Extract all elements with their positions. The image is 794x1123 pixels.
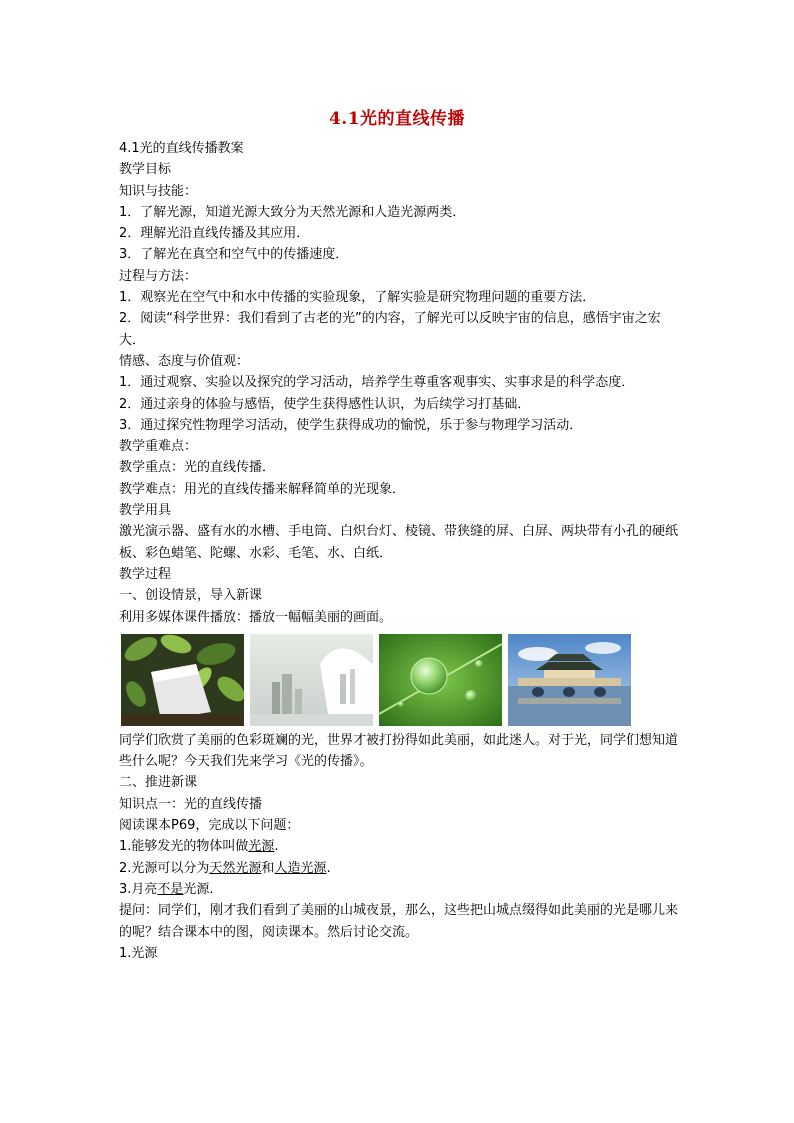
foggy-city-image	[250, 634, 373, 726]
question-text: .	[274, 839, 279, 855]
text-paragraph: 提问：同学们，刚才我们看到了美丽的山城夜景，那么，这些把山城点缀得如此美丽的光是哪儿来的呢？结合课本中的图，阅读课本。然后讨论交流。	[119, 903, 679, 940]
question-line	[119, 858, 679, 879]
underlined-answer: 人造光源	[274, 860, 327, 876]
question-text: .	[326, 860, 331, 876]
text-line: 3．通过探究性物理学习活动，使学生获得成功的愉悦，乐于参与物理学习活动．	[119, 417, 583, 433]
underlined-answer: 光源	[248, 839, 275, 855]
question-text: 2.光源可以分为	[119, 860, 210, 876]
section-heading: 教学重难点：	[119, 439, 198, 455]
text-line: 1．了解光源，知道光源大致分为天然光源和人造光源两类．	[119, 204, 466, 220]
text-paragraph: 激光演示器、盛有水的水槽、手电筒、白炽台灯、棱镜、带狭缝的屏、白屏、两块带有小孔的硬纸板、彩色蜡笔、陀螺、水彩、毛笔、水、白纸．	[119, 524, 679, 561]
text-line: 利用多媒体课件播放：播放一幅幅美丽的画面。	[119, 609, 393, 625]
question-line	[119, 836, 679, 857]
subsection-heading: 情感、态度与价值观：	[119, 353, 250, 369]
section-heading: 教学用具	[119, 503, 172, 519]
question-text: 1.能够发光的物体叫做	[119, 839, 249, 855]
underlined-answer: 不是	[157, 881, 184, 897]
question-text: 和	[261, 860, 275, 876]
leaves-paper-image	[121, 634, 244, 726]
text-line: 4.1光的直线传播教案	[119, 141, 244, 156]
water-drop-leaf-image	[379, 634, 502, 726]
text-line: 1．观察光在空气中和水中传播的实验现象，了解实验是研究物理问题的重要方法．	[119, 290, 596, 306]
question-text: 光源.	[183, 881, 214, 897]
document-body	[119, 138, 679, 964]
text-paragraph: 2．阅读“科学世界：我们看到了古老的光”的内容，了解光可以反映宇宙的信息，感悟宇宙之宏大．	[119, 311, 661, 348]
section-heading: 教学过程	[119, 566, 172, 582]
text-paragraph: 同学们欣赏了美丽的色彩斑斓的光，世界才被打扮得如此美丽，如此迷人。对于光，同学们想知道些什么呢？今天我们先来学习《光的传播》。	[119, 732, 679, 770]
text-line: 2．通过亲身的体验与感悟，使学生获得感性认识，为后续学习打基础．	[119, 396, 531, 412]
subsection-heading: 知识点一：光的直线传播	[119, 796, 263, 812]
section-heading: 教学目标	[119, 162, 172, 178]
text-line: 1.光源	[119, 945, 158, 961]
subsection-heading: 知识与技能：	[119, 183, 198, 199]
text-line: 3．了解光在真空和空气中的传播速度．	[119, 247, 349, 263]
underlined-answer: 天然光源	[209, 860, 262, 876]
page-title: 4.1光的直线传播	[328, 109, 466, 129]
text-line: 教学重点：光的直线传播．	[119, 460, 276, 476]
question-text: 3.月亮	[119, 881, 158, 897]
pavilion-bridge-image	[508, 634, 631, 726]
image-strip	[121, 634, 679, 726]
text-line: 2．理解光沿直线传播及其应用．	[119, 226, 310, 242]
text-line: 一、创设情景，导入新课	[119, 588, 263, 604]
text-line: 1．通过观察、实验以及探究的学习活动，培养学生尊重客观事实、实事求是的科学态度．	[119, 375, 635, 391]
subsection-heading: 过程与方法：	[119, 268, 198, 284]
section-heading: 二、推进新课	[119, 775, 198, 791]
question-line	[119, 879, 679, 900]
text-line: 阅读课本P69，完成以下问题：	[119, 818, 300, 834]
text-line: 教学难点：用光的直线传播来解释简单的光现象．	[119, 481, 406, 497]
